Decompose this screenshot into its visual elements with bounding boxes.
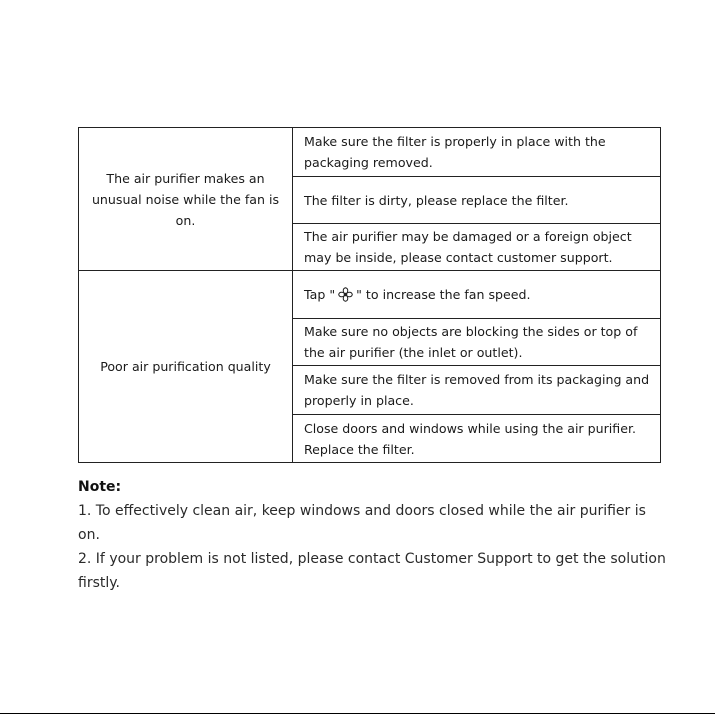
solution-cell: Make sure the filter is properly in place with the packaging removed. xyxy=(293,128,661,177)
solution-cell: Close doors and windows while using the air purifier. Replace the filter. xyxy=(293,415,661,463)
solution-cell xyxy=(293,271,661,319)
table-row xyxy=(79,128,661,177)
page-bottom-rule xyxy=(0,713,715,714)
table-row xyxy=(79,271,661,319)
solution-text-before: Tap " xyxy=(304,287,336,302)
troubleshooting-table xyxy=(78,127,661,463)
note-item: 1. To effectively clean air, keep windows and doors closed while the air purifier is on. xyxy=(78,503,646,543)
solution-cell: Make sure the filter is removed from its packaging and properly in place. xyxy=(293,366,661,415)
solution-cell: The air purifier may be damaged or a foreign object may be inside, please contact customer support. xyxy=(293,224,661,271)
note-item: 2. If your problem is not listed, please contact Customer Support to get the solution firstly. xyxy=(78,551,666,591)
note-section xyxy=(78,475,668,595)
problem-cell: Poor air purification quality xyxy=(79,271,293,463)
problem-cell: The air purifier makes an unusual noise while the fan is on. xyxy=(79,128,293,271)
fan-icon xyxy=(337,286,354,303)
note-heading: Note: xyxy=(78,479,122,495)
solution-cell: The filter is dirty, please replace the filter. xyxy=(293,177,661,224)
solution-cell: Make sure no objects are blocking the sides or top of the air purifier (the inlet or outlet). xyxy=(293,319,661,366)
solution-text-after: " to increase the fan speed. xyxy=(356,287,531,302)
